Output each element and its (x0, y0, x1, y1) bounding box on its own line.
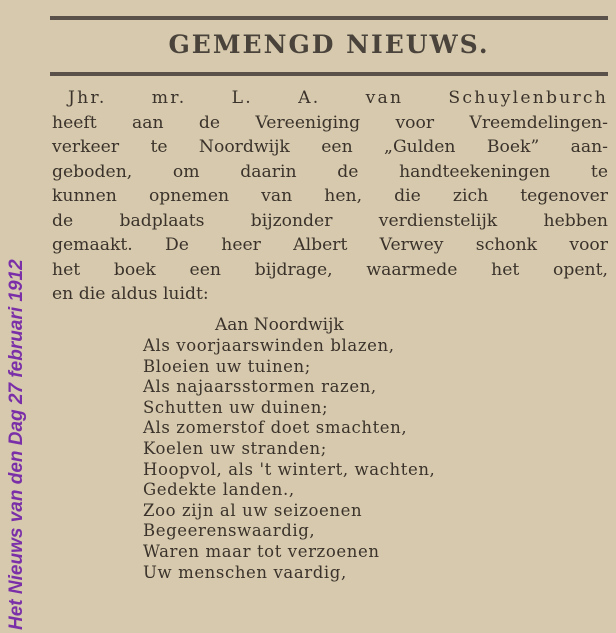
paragraph-line: kunnen opnemen van hen, die zich tegenover (52, 186, 608, 206)
poem-line: Als zomerstof doet smachten, (143, 418, 408, 438)
poem-line: Als najaarsstormen razen, (143, 377, 377, 397)
poem-title: Aan Noordwijk (215, 315, 344, 335)
article-paragraph (52, 86, 608, 307)
paragraph-line: gemaakt. De heer Albert Verwey schonk voor (52, 235, 608, 255)
top-rule (50, 16, 608, 20)
paragraph-line: Jhr. mr. L. A. van Schuylenburch (68, 88, 608, 108)
poem-line: Zoo zijn al uw seizoenen (143, 500, 363, 520)
paragraph-line: de badplaats bijzonder verdienstelijk hebben (52, 210, 608, 231)
poem-line: Als voorjaarswinden blazen, (143, 336, 395, 355)
paragraph-line: geboden, om daarin de handteekeningen te (52, 161, 608, 182)
paragraph-line: verkeer te Noordwijk een „Gulden Boek” aan- (52, 137, 608, 157)
poem (143, 336, 435, 583)
source-caption: Het Nieuws van den Dag 27 februari 1912 (6, 259, 27, 630)
poem-line: Hoopvol, als 't wintert, wachten, (143, 459, 436, 479)
section-heading: GEMENGD NIEUWS. (168, 30, 490, 59)
poem-line: Bloeien uw tuinen; (143, 356, 311, 376)
poem-line: Koelen uw stranden; (143, 438, 327, 458)
paragraph-line: heeft aan de Vereeniging voor Vreemdelingen- (52, 112, 608, 133)
paragraph-line: en die aldus luidt: (52, 284, 209, 304)
poem-line: Uw menschen vaardig, (143, 562, 347, 582)
poem-line: Gedekte landen., (143, 480, 295, 500)
paragraph-line: het boek een bijdrage, waarmede het opent, (52, 259, 608, 280)
poem-line: Begeerenswaardig, (143, 521, 316, 541)
poem-line: Schutten uw duinen; (143, 397, 329, 417)
heading-rule (50, 72, 608, 76)
poem-line: Waren maar tot verzoenen (143, 541, 380, 561)
